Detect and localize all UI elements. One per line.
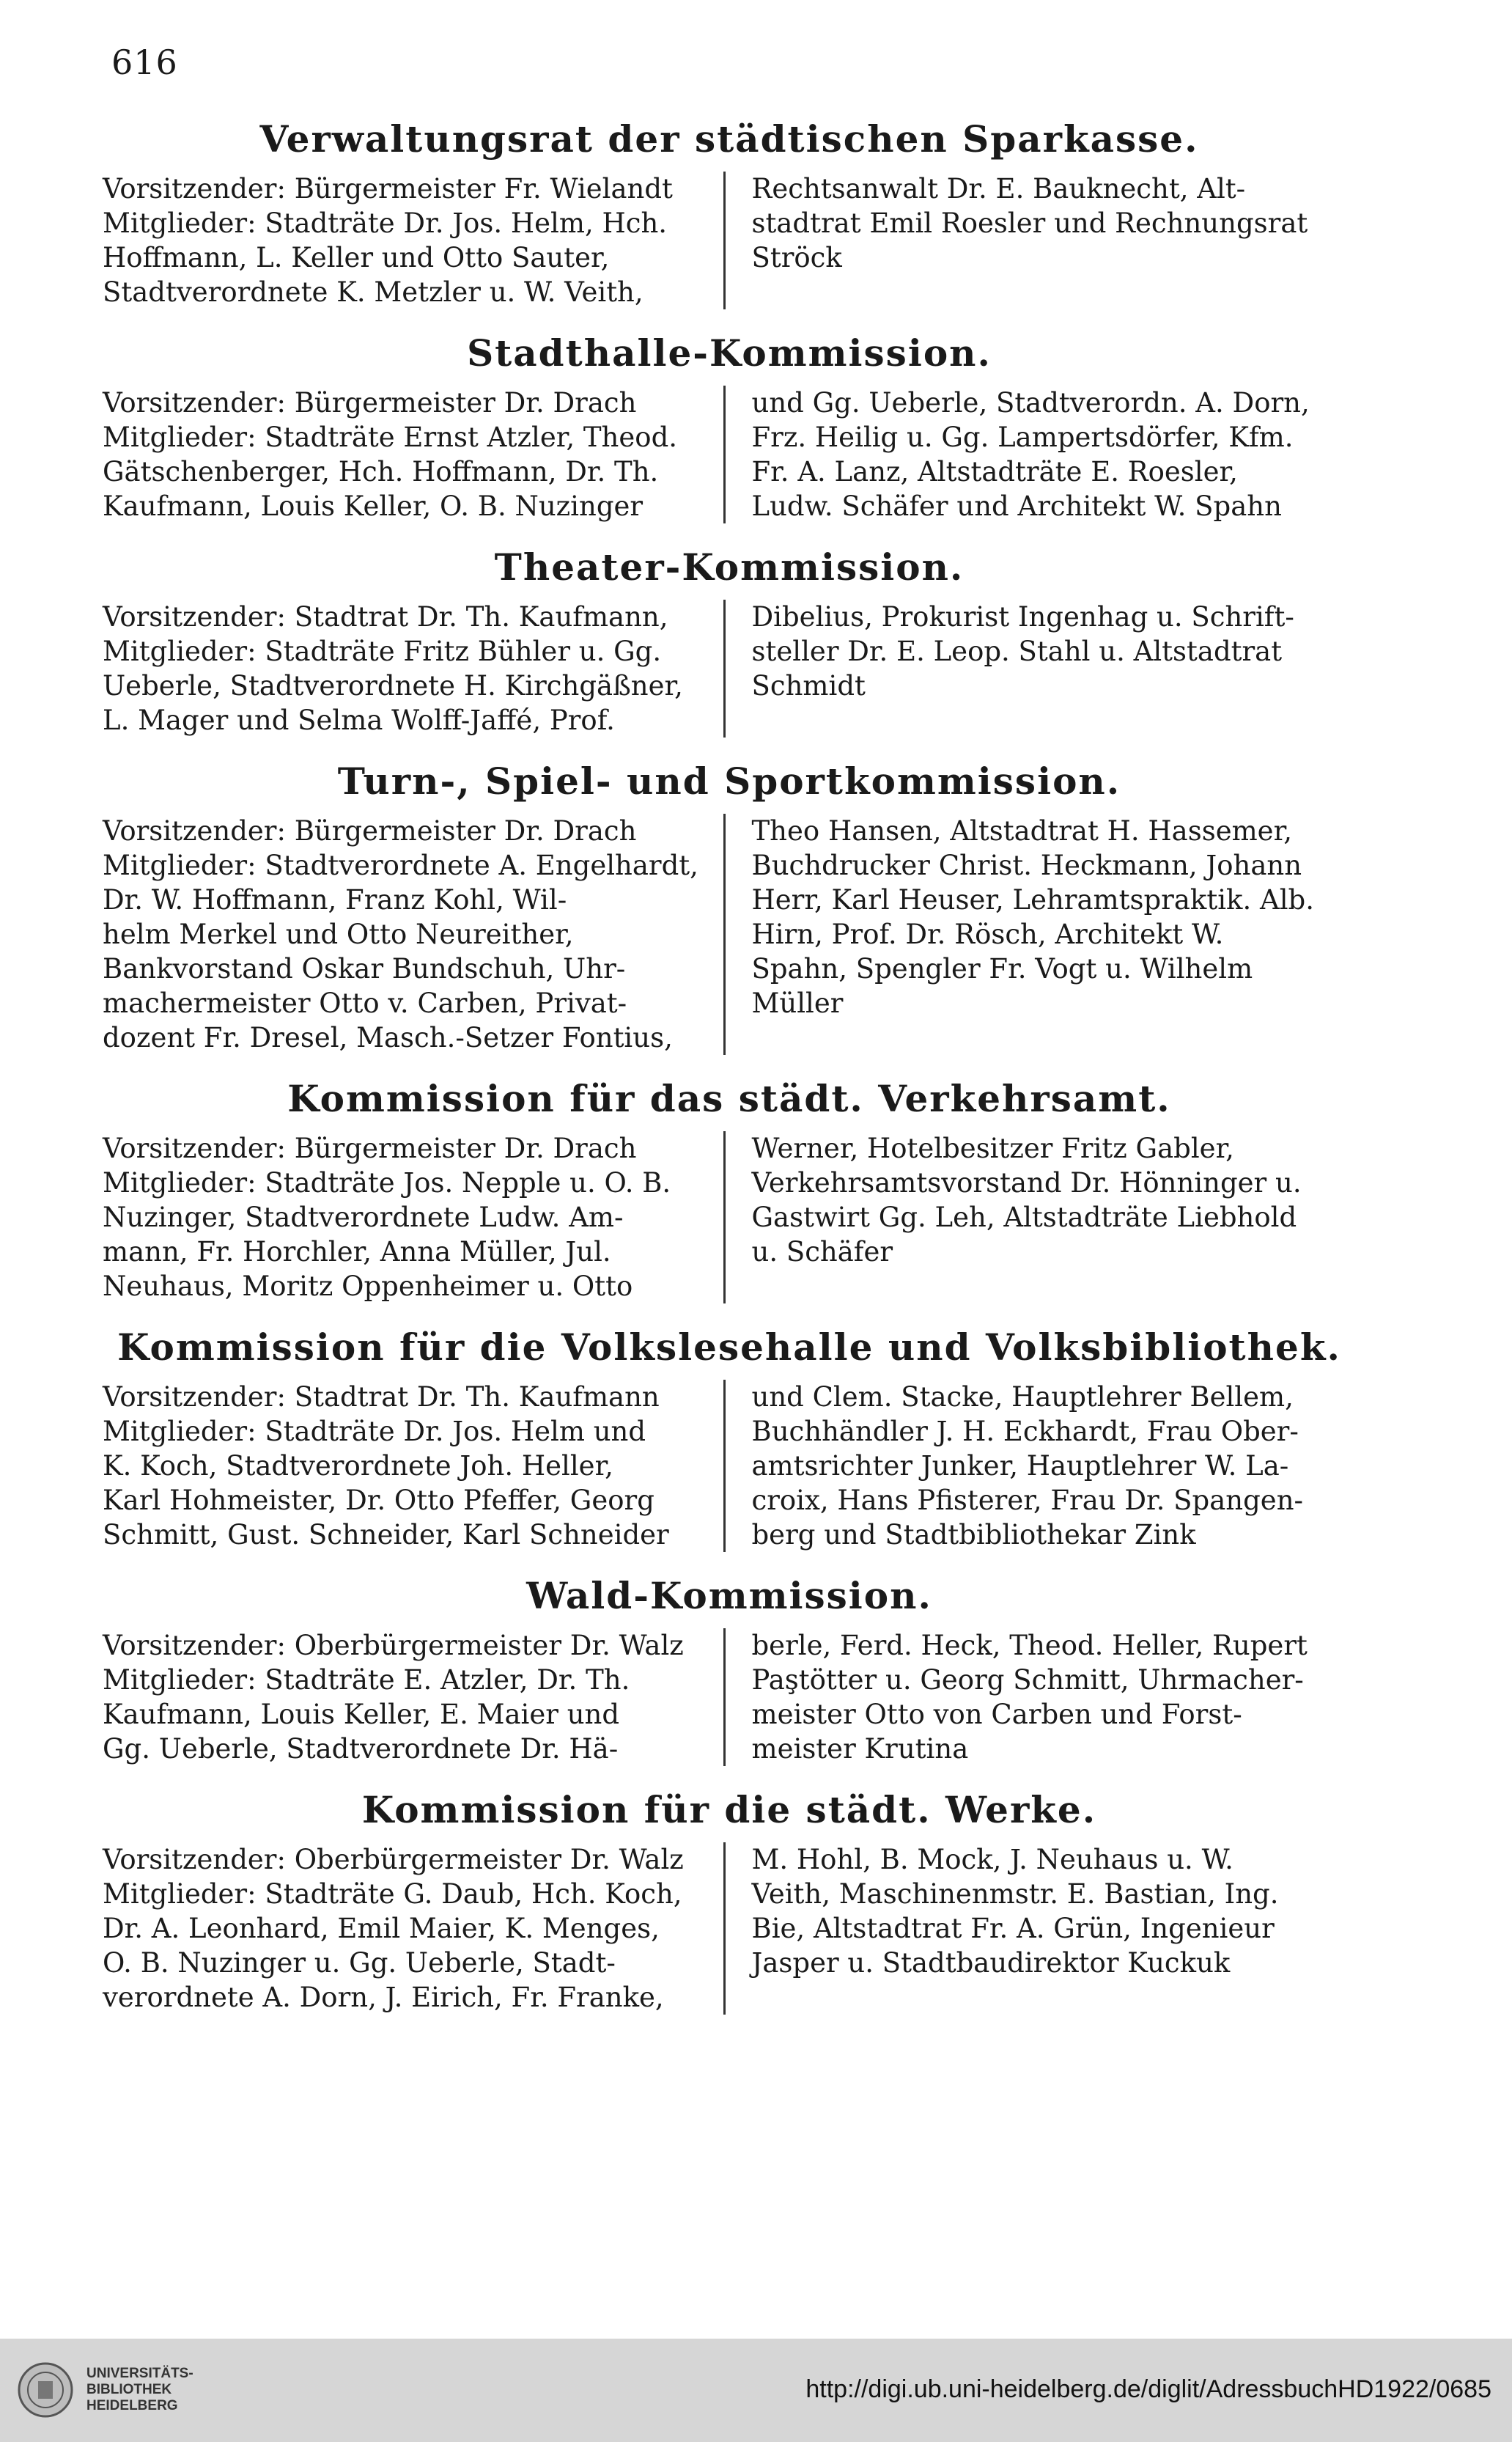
right-column (726, 600, 1357, 738)
text-line: Mitglieder: Stadträte Dr. Jos. Helm und (103, 1416, 646, 1447)
section-columns (103, 600, 1356, 738)
text-line: Schmidt (751, 670, 866, 702)
text-line: Dibelius, Prokurist Ingenhag u. Schrift- (751, 601, 1294, 633)
text-line: meister Otto von Carben und Forst- (751, 1699, 1242, 1730)
text-line: meister Krutina (751, 1733, 969, 1765)
text-line: Vorsitzender: Oberbürgermeister Dr. Walz (103, 1630, 684, 1661)
text-line: Gastwirt Gg. Leh, Altstadträte Liebhold (751, 1202, 1297, 1233)
text-line: Frz. Heilig u. Gg. Lampertsdörfer, Kfm. (751, 422, 1294, 453)
text-line: Vorsitzender: Bürgermeister Dr. Drach (103, 387, 637, 419)
section-columns (103, 1380, 1356, 1552)
right-column (726, 386, 1357, 523)
section (103, 117, 1356, 309)
footer-bar (0, 2339, 1512, 2442)
text-line: Kaufmann, Louis Keller, E. Maier und (103, 1699, 620, 1730)
text-line: Fr. A. Lanz, Altstadträte E. Roesler, (751, 456, 1238, 488)
text-line: Vorsitzender: Stadtrat Dr. Th. Kaufmann (103, 1381, 660, 1413)
text-line: Mitglieder: Stadträte Dr. Jos. Helm, Hch. (103, 207, 668, 239)
text-line: amtsrichter Junker, Hauptlehrer W. La- (751, 1450, 1289, 1482)
page-number: 616 (111, 43, 178, 82)
text-line: M. Hohl, B. Mock, J. Neuhaus u. W. (751, 1844, 1233, 1875)
section (103, 1077, 1356, 1303)
text-line: Werner, Hotelbesitzer Fritz Gabler, (751, 1133, 1234, 1164)
text-line: Veith, Maschinenmstr. E. Bastian, Ing. (751, 1878, 1279, 1910)
section (103, 1574, 1356, 1766)
text-line: Gg. Ueberle, Stadtverordnete Dr. Hä- (103, 1733, 619, 1765)
right-column (726, 1380, 1357, 1552)
text-line: helm Merkel und Otto Neureither, (103, 919, 574, 950)
text-line: Vorsitzender: Oberbürgermeister Dr. Walz (103, 1844, 684, 1875)
text-line: Mitglieder: Stadträte Jos. Nepple u. O. B. (103, 1167, 671, 1199)
text-line: Müller (751, 988, 844, 1019)
section (103, 331, 1356, 523)
section-title: Stadthalle-Kommission. (467, 331, 992, 375)
text-line: Verkehrsamtsvorstand Dr. Hönninger u. (751, 1167, 1302, 1199)
left-column (103, 814, 723, 1055)
text-line: mann, Fr. Horchler, Anna Müller, Jul. (103, 1236, 611, 1268)
text-line: berle, Ferd. Heck, Theod. Heller, Rupert (751, 1630, 1308, 1661)
text-line: Ludw. Schäfer und Architekt W. Spahn (751, 490, 1282, 522)
right-column (726, 814, 1357, 1055)
section (103, 760, 1356, 1055)
section (103, 1325, 1356, 1552)
section-columns (103, 814, 1356, 1055)
text-line: Buchdrucker Christ. Heckmann, Johann (751, 850, 1302, 881)
text-line: dozent Fr. Dresel, Masch.-Setzer Fontius, (103, 1022, 673, 1053)
library-name-line: UNIVERSITÄTS- (86, 2366, 193, 2381)
text-line: Rechtsanwalt Dr. E. Bauknecht, Alt- (751, 173, 1246, 205)
source-url-link[interactable]: http://digi.ub.uni-heidelberg.de/diglit/AdressbuchHD1922/0685 (805, 2375, 1491, 2403)
text-line: K. Koch, Stadtverordnete Joh. Heller, (103, 1450, 613, 1482)
text-line: L. Mager und Selma Wolff-Jaffé, Prof. (103, 705, 615, 736)
text-line: Mitglieder: Stadträte G. Daub, Hch. Koch, (103, 1878, 682, 1910)
text-line: Stadtverordnete K. Metzler u. W. Veith, (103, 276, 643, 308)
left-column (103, 172, 723, 309)
text-line: Mitglieder: Stadträte E. Atzler, Dr. Th. (103, 1664, 630, 1696)
text-line: verordnete A. Dorn, J. Eirich, Fr. Franke, (103, 1982, 664, 2013)
section-title: Kommission für das städt. Verkehrsamt. (287, 1077, 1171, 1120)
text-line: Bie, Altstadtrat Fr. A. Grün, Ingenieur (751, 1913, 1275, 1944)
text-line: stadtrat Emil Roesler und Rechnungsrat (751, 207, 1308, 239)
section-title: Verwaltungsrat der städtischen Sparkasse. (259, 117, 1199, 161)
library-name-line: HEIDELBERG (86, 2398, 178, 2413)
left-column (103, 600, 723, 738)
text-line: Nuzinger, Stadtverordnete Ludw. Am- (103, 1202, 624, 1233)
text-line: Neuhaus, Moritz Oppenheimer u. Otto (103, 1270, 633, 1302)
text-line: O. B. Nuzinger u. Gg. Ueberle, Stadt- (103, 1947, 616, 1979)
text-line: Vorsitzender: Stadtrat Dr. Th. Kaufmann, (103, 601, 668, 633)
section-title: Kommission für die Volkslesehalle und Volksbibliothek. (117, 1325, 1341, 1369)
library-logo[interactable] (16, 2361, 193, 2419)
section-title: Theater-Kommission. (494, 545, 965, 589)
text-line: Paştötter u. Georg Schmitt, Uhrmacher- (751, 1664, 1304, 1696)
text-line: Vorsitzender: Bürgermeister Dr. Drach (103, 1133, 637, 1164)
text-line: Theo Hansen, Altstadtrat H. Hassemer, (751, 815, 1292, 847)
right-column (726, 172, 1357, 309)
text-line: steller Dr. E. Leop. Stahl u. Altstadtrat (751, 636, 1283, 667)
right-column (726, 1628, 1357, 1766)
section-title: Kommission für die städt. Werke. (361, 1788, 1097, 1831)
text-line: Dr. W. Hoffmann, Franz Kohl, Wil- (103, 884, 567, 916)
left-column (103, 386, 723, 523)
text-line: Kaufmann, Louis Keller, O. B. Nuzinger (103, 490, 643, 522)
section-title: Wald-Kommission. (526, 1574, 932, 1617)
section-columns (103, 1131, 1356, 1303)
text-line: croix, Hans Pfisterer, Frau Dr. Spangen- (751, 1485, 1304, 1516)
text-line: Herr, Karl Heuser, Lehramtspraktik. Alb. (751, 884, 1314, 916)
left-column (103, 1842, 723, 2015)
section-columns (103, 1842, 1356, 2015)
right-column (726, 1842, 1357, 2015)
text-line: Mitglieder: Stadträte Ernst Atzler, Theod. (103, 422, 678, 453)
text-line: Vorsitzender: Bürgermeister Fr. Wielandt (103, 173, 673, 205)
left-column (103, 1628, 723, 1766)
section-columns (103, 386, 1356, 523)
text-line: machermeister Otto v. Carben, Privat- (103, 988, 627, 1019)
text-line: Gätschenberger, Hch. Hoffmann, Dr. Th. (103, 456, 659, 488)
text-line: Ueberle, Stadtverordnete H. Kirchgäßner, (103, 670, 683, 702)
left-column (103, 1380, 723, 1552)
text-line: Vorsitzender: Bürgermeister Dr. Drach (103, 815, 637, 847)
text-line: Hoffmann, L. Keller und Otto Sauter, (103, 242, 610, 273)
left-column (103, 1131, 723, 1303)
library-name-line: BIBLIOTHEK (86, 2382, 172, 2397)
text-line: Dr. A. Leonhard, Emil Maier, K. Menges, (103, 1913, 660, 1944)
section (103, 1788, 1356, 2015)
section (103, 545, 1356, 738)
text-line: Mitglieder: Stadträte Fritz Bühler u. Gg. (103, 636, 662, 667)
text-line: Karl Hohmeister, Dr. Otto Pfeffer, Georg (103, 1485, 654, 1516)
text-line: Hirn, Prof. Dr. Rösch, Architekt W. (751, 919, 1224, 950)
text-line: Bankvorstand Oskar Bundschuh, Uhr- (103, 953, 626, 985)
document-body (103, 117, 1356, 2037)
text-line: u. Schäfer (751, 1236, 893, 1268)
text-line: Spahn, Spengler Fr. Vogt u. Wilhelm (751, 953, 1253, 985)
text-line: und Clem. Stacke, Hauptlehrer Bellem, (751, 1381, 1294, 1413)
library-name (86, 2366, 193, 2414)
section-title: Turn-, Spiel- und Sportkommission. (337, 760, 1121, 803)
text-line: Ströck (751, 242, 842, 273)
text-line: und Gg. Ueberle, Stadtverordn. A. Dorn, (751, 387, 1310, 419)
right-column (726, 1131, 1357, 1303)
section-columns (103, 1628, 1356, 1766)
text-line: Jasper u. Stadtbaudirektor Kuckuk (751, 1947, 1231, 1979)
text-line: Schmitt, Gust. Schneider, Karl Schneider (103, 1519, 669, 1551)
text-line: Mitglieder: Stadtverordnete A. Engelhardt, (103, 850, 698, 881)
text-line: Buchhändler J. H. Eckhardt, Frau Ober- (751, 1416, 1299, 1447)
library-seal-icon (16, 2361, 75, 2419)
text-line: berg und Stadtbibliothekar Zink (751, 1519, 1196, 1551)
section-columns (103, 172, 1356, 309)
